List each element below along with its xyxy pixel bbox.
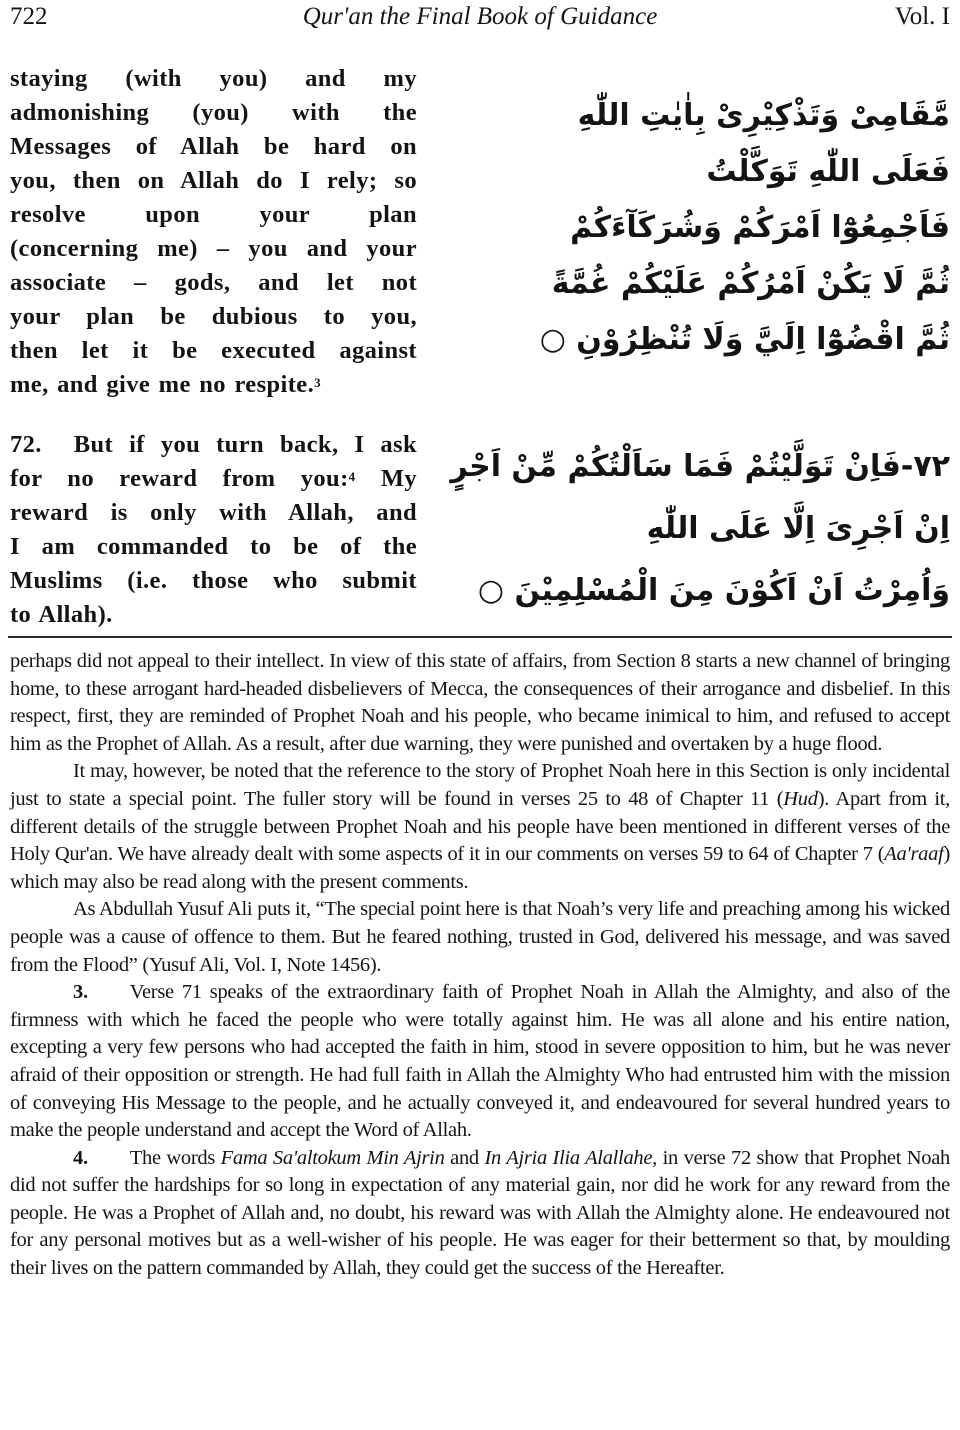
translation-line: to Allah). <box>10 601 113 628</box>
footnote-text: and <box>444 1146 485 1169</box>
footnote-text: The words <box>129 1146 221 1169</box>
verse-71-translation <box>10 62 417 402</box>
translation-line <box>10 368 417 402</box>
section-divider <box>8 636 952 638</box>
page-header <box>10 0 950 36</box>
volume-label: Vol. I <box>894 3 950 30</box>
translation-line: associate – gods, and let not <box>10 269 417 296</box>
verse-72-block <box>10 428 960 628</box>
paragraph-text: ). Apart from it, different details of the struggle between Prophet Noah and his people have been mentioned in different verses of the Holy Qur'an. We have already dealt with some aspects of it in our comments on verses 59 to 64 of Chapter 7 ( <box>10 787 951 866</box>
translation-line: admonishing (you) with the <box>10 99 417 126</box>
arabic-line: مَّقَامِىْ وَتَذْكِيْرِىْ بِاٰيٰتِ اللّٰهِ <box>577 98 950 133</box>
footnote-text: in verse 72 show that Prophet Noah did not suffer the hardships for so long in expectation of any material gain, nor did he work for any reward from the people. He was a Prophet of Allah and, no doubt, his reward was with Allah the Almighty alone. He endeavoured not for any personal motives but as a well-wisher of his people. He was eager for their betterment so that, by moulding their lives on the pattern commanded by Allah, they could get the success of the Hereafter. <box>10 1146 950 1280</box>
paragraph-text: It may, however, be noted that the reference to the story of Prophet Noah here in this Section is only incidental just to state a special point. The fuller story will be found in verses 25 to 48 of Chapter 11 ( <box>10 760 950 810</box>
translation-line: Messages of Allah be hard on <box>10 133 417 160</box>
page-number: 722 <box>10 3 48 30</box>
arabic-line: ثُمَّ اقْضُوْٓا اِلَيَّ وَلَا تُنْظِرُوْنِ ○ <box>539 322 950 357</box>
footnote-text: Verse 71 speaks of the extraordinary faith of Prophet Noah in Allah the Almighty, and also of the firmness with which he faced the people who were totally against him. He was all alone and his entire nation, excepting a very few persons who had accepted the faith in him, stood in severe opposition to him, but he was never afraid of their opposition or strength. He had full faith in Allah the Almighty Who had entrusted him with the mission of conveying His Message to the people, and he actually conveyed it, and endeavoured for several hundred years to make the people understand and accept the Word of Allah. <box>10 981 950 1142</box>
translation-line <box>10 428 417 462</box>
footnote-ref-3[interactable]: 3 <box>314 375 322 390</box>
footnote-ref-4[interactable]: 4 <box>348 469 356 484</box>
footnote-3 <box>10 979 950 1145</box>
translation-line: reward is only with Allah, and <box>10 499 417 526</box>
footnote-number: 4. <box>73 1146 88 1169</box>
translation-line-tail: My <box>380 465 417 492</box>
footnote-4 <box>10 1145 950 1283</box>
translation-line: (concerning me) – you and your <box>10 235 417 262</box>
transliteration-term: In Ajria Ilia Alallahe, <box>484 1146 657 1169</box>
arabic-line: فَعَلَى اللّٰهِ تَوَكَّلْتُ <box>706 154 950 189</box>
translation-line-text: for no reward from you: <box>10 465 349 492</box>
footnote-number: 3. <box>73 981 88 1004</box>
translation-line: your plan be dubious to you, <box>10 303 417 330</box>
chapter-name-hud: Hud <box>783 787 818 810</box>
translation-line: then let it be executed against <box>10 337 417 364</box>
commentary-paragraph: As Abdullah Yusuf Ali puts it, “The special point here is that Noah’s very life and preaching among his wicked people was a cause of offence to them. But he feared nothing, trusted in God, delivered his message, and was saved from the Flood” (Yusuf Ali, Vol. I, Note 1456). <box>10 898 950 976</box>
arabic-line: اِنْ اَجْرِىَ اِلَّا عَلَى اللّٰهِ <box>646 511 950 546</box>
translation-line: I am commanded to be of the <box>10 533 417 560</box>
translation-line: Muslims (i.e. those who submit <box>10 567 417 594</box>
arabic-line: فَاَجْمِعُوْٓا اَمْرَكُمْ وَشُرَكَآءَكُمْ <box>570 210 950 245</box>
translation-line: resolve upon your plan <box>10 201 417 228</box>
translation-line: staying (with you) and my <box>10 65 417 92</box>
commentary-paragraph <box>10 758 950 896</box>
commentary <box>10 648 950 1283</box>
translation-line <box>10 462 417 496</box>
arabic-line: وَاُمِرْتُ اَنْ اَكُوْنَ مِنَ الْمُسْلِمِيْنَ ○ <box>477 573 950 608</box>
transliteration-term: Fama Sa'altokum Min Ajrin <box>220 1146 445 1169</box>
translation-line: you, then on Allah do I rely; so <box>10 167 417 194</box>
verse-71-arabic <box>539 88 950 368</box>
running-title: Qur'an the Final Book of Guidance <box>302 3 658 30</box>
translation-line-text: But if you turn back, I ask <box>73 431 417 458</box>
chapter-name-aaraaf: Aa'raaf <box>884 843 944 866</box>
commentary-paragraph: perhaps did not appeal to their intellect. In view of this state of affairs, from Section 8 starts a new channel of bringing home, to these arrogant hard-headed disbelievers of Mecca, the consequences of their arrogance and disbelief. In this respect, first, they are reminded of Prophet Noah and his people, who became inimical to him, and refused to accept him as the Prophet of Allah. As a result, after due warning, they were punished and overtaken by a huge flood. <box>10 650 950 755</box>
arabic-line: ۷۲-فَاِنْ تَوَلَّيْتُمْ فَمَا سَاَلْتُكُمْ مِّنْ اَجْرٍ <box>450 449 950 484</box>
paragraph-text: ) which may also be read along with the present comments. <box>10 843 950 893</box>
verse-72-arabic <box>450 436 950 622</box>
verse-72-translation <box>10 428 417 632</box>
translation-line-text: me, and give me no respite. <box>10 371 315 398</box>
verse-71-block <box>10 62 960 412</box>
verse-number: 72. <box>10 431 42 458</box>
arabic-line: ثُمَّ لَا يَكُنْ اَمْرُكُمْ عَلَيْكُمْ غُمَّةً <box>551 266 950 301</box>
